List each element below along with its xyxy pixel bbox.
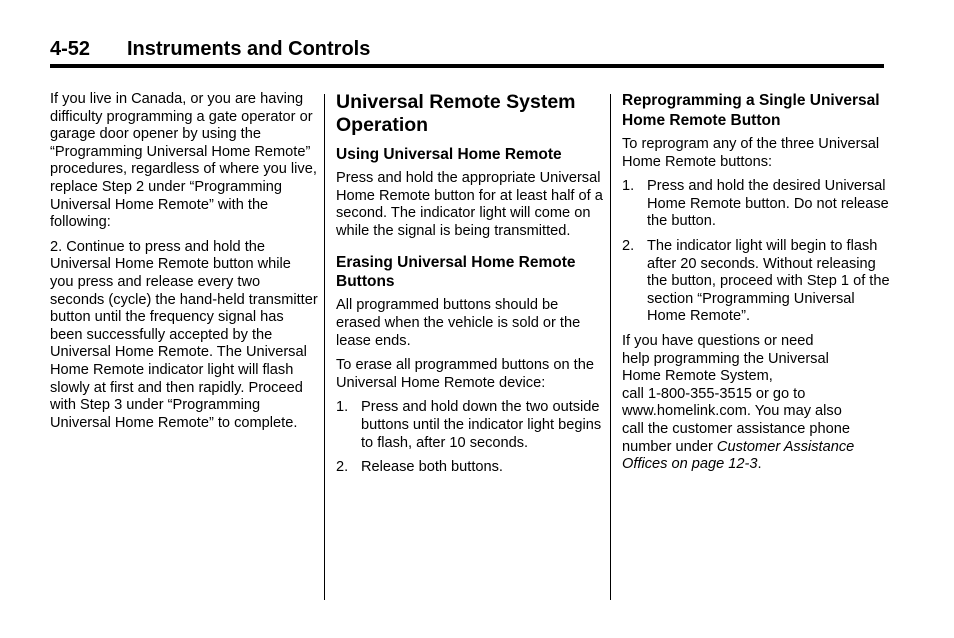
list-text: Press and hold the desired Universal Home Remote button. Do not release the button. <box>647 178 889 230</box>
text-line: call the customer assistance phone <box>622 420 850 437</box>
paragraph: All programmed buttons should be erased when the vehicle is sold or the lease ends. <box>336 297 581 349</box>
text-fragment: number under <box>622 438 717 455</box>
text-line: If you have questions or need <box>622 332 814 349</box>
list-number: 2. <box>336 459 349 476</box>
column-divider <box>610 94 611 600</box>
paragraph: 2. Continue to press and hold the Universal Home Remote button while you press and release every two seconds (cycle) the hand-held transmitter button until the frequency signal has been successfully accepted by the Universal Home Remote. The Universal Home Remote indicator light will flash slowly at first and then rapidly. Proceed with Step 3 under “Programming Universal Home Remote” to complete. <box>50 238 318 431</box>
list-item <box>622 178 890 231</box>
text-line: www.homelink.com. You may also <box>622 403 842 420</box>
list-item <box>622 238 890 326</box>
page-number: 4-52 <box>50 38 91 60</box>
subheading: Using Universal Home Remote <box>336 146 562 163</box>
text-line: Home Remote System, <box>622 368 773 385</box>
list-text: The indicator light will begin to flash after 20 seconds. Without releasing the button, proceed with Step 1 of the section “Programming Universal Home Remote”. <box>647 237 890 325</box>
list-number: 2. <box>622 237 635 254</box>
list-number: 1. <box>622 178 635 195</box>
subheading: Erasing Universal Home Remote Buttons <box>336 254 576 291</box>
list-item <box>336 399 604 452</box>
column-divider <box>324 94 325 600</box>
header-rule <box>50 64 884 68</box>
text-line: help programming the Universal <box>622 350 829 367</box>
list-number: 1. <box>336 399 349 416</box>
column-right <box>622 91 890 481</box>
paragraph: To reprogram any of the three Universal Home Remote buttons: <box>622 136 880 170</box>
text-line: call 1-800-355-3515 or go to <box>622 385 806 402</box>
column-middle <box>336 91 604 484</box>
column-left <box>50 91 318 439</box>
cross-reference-link[interactable]: Customer Assistance Offices on page 12-3 <box>622 438 855 473</box>
section-title: Instruments and Controls <box>127 38 371 60</box>
heading: Universal Remote System Operation <box>336 91 576 136</box>
paragraph: If you live in Canada, or you are having difficulty programming a gate operator or garage door opener by using the “Programming Universal Home Remote” procedures, regardless of where you live, replace Step 2 under “Programming Universal Home Remote” with the following: <box>50 91 317 231</box>
contact-paragraph <box>622 333 890 474</box>
heading: Reprogramming a Single Universal Home Remote Button <box>622 92 880 129</box>
page-header <box>50 38 884 66</box>
paragraph: To erase all programmed buttons on the Universal Home Remote device: <box>336 357 594 391</box>
list-item <box>336 459 604 477</box>
text-fragment: . <box>757 456 762 473</box>
list-text: Release both buttons. <box>361 459 503 476</box>
paragraph: Press and hold the appropriate Universal Home Remote button for at least half of a second. The indicator light will come on while the signal is being transmitted. <box>336 170 603 239</box>
list-text: Press and hold down the two outside buttons until the indicator light begins to flash, after 10 seconds. <box>361 399 602 451</box>
